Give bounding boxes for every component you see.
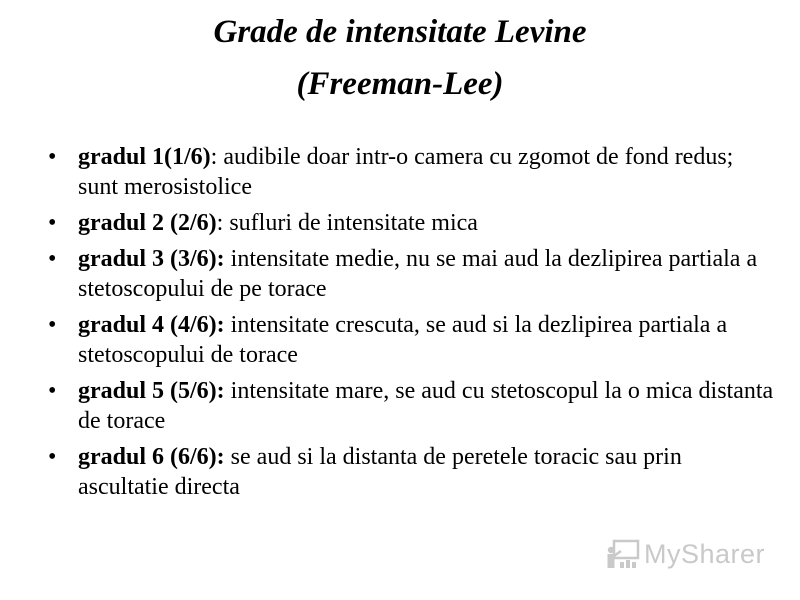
slide-title-line-1: Grade de intensitate Levine xyxy=(213,14,587,50)
grade-item-3 xyxy=(46,244,776,304)
bullet-icon: • xyxy=(48,444,57,470)
grade-description: intensitate crescuta, se aud si la dezlipirea partiala a stetoscopului de torace xyxy=(78,312,728,368)
slide-title xyxy=(0,6,800,110)
bullet-icon: • xyxy=(48,246,57,272)
bullet-icon: • xyxy=(48,144,57,170)
grade-term: gradul 1(1/6) xyxy=(78,144,211,170)
grade-term: gradul 3 (3/6): xyxy=(78,246,225,272)
grade-term: gradul 5 (5/6): xyxy=(78,378,225,404)
watermark-text: MySharer xyxy=(644,538,766,569)
watermark xyxy=(606,536,765,572)
grade-item-5 xyxy=(46,376,776,436)
bullet-icon: • xyxy=(48,378,57,404)
grade-description: se aud si la distanta de peretele toracic sau prin ascultatie directa xyxy=(78,444,682,500)
grade-item-2 xyxy=(46,208,776,238)
grade-term: gradul 6 (6/6): xyxy=(78,444,225,470)
grade-description: audibile doar intr-o camera cu zgomot de fond redus; sunt merosistolice xyxy=(78,144,734,200)
bullet-icon: • xyxy=(48,210,57,236)
grade-colon: : xyxy=(216,210,224,236)
slide-title-line-2: (Freeman-Lee) xyxy=(296,66,504,102)
grade-term: gradul 2 (2/6) xyxy=(78,210,217,236)
grade-description: intensitate medie, nu se mai aud la dezlipirea partiala a stetoscopului de pe torace xyxy=(78,246,758,302)
grade-list xyxy=(46,142,776,508)
grade-description: intensitate mare, se aud cu stetoscopul la o mica distanta de torace xyxy=(78,378,774,434)
grade-item-4 xyxy=(46,310,776,370)
classroom-board-icon xyxy=(606,538,640,570)
grade-item-1 xyxy=(46,142,776,202)
grade-term: gradul 4 (4/6): xyxy=(78,312,225,338)
bullet-icon: • xyxy=(48,312,57,338)
grade-item-6 xyxy=(46,442,776,502)
grade-colon: : xyxy=(210,144,218,170)
grade-description: sufluri de intensitate mica xyxy=(223,210,478,236)
